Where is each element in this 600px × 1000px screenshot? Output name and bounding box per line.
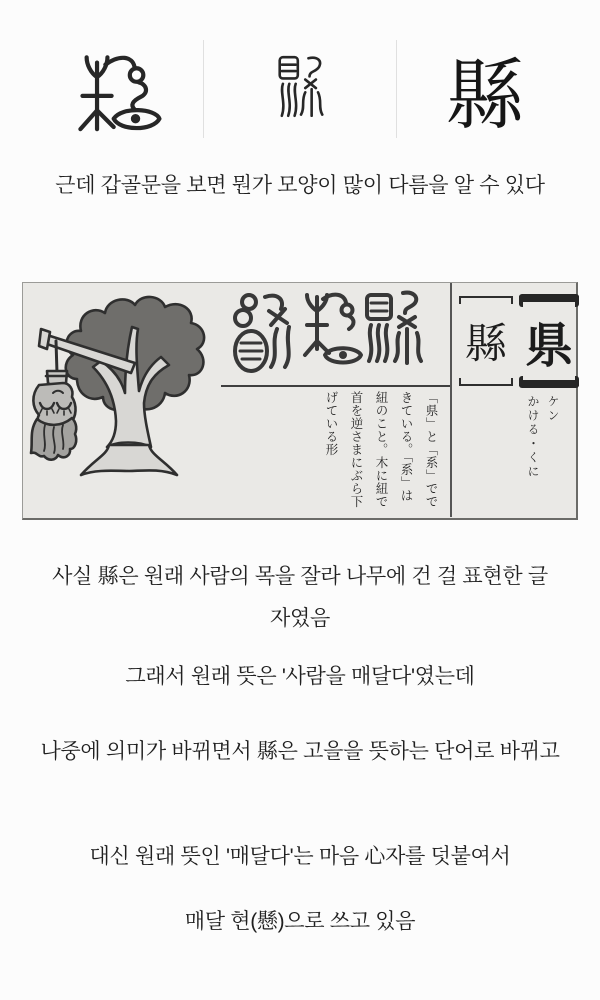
glyph-strip-divider (203, 40, 204, 138)
headword-modern: 県 (524, 319, 573, 373)
thin-bracket-top (459, 296, 513, 304)
paragraph: 대신 원래 뜻인 '매달다'는 마음 心자를 덧붙여서 (89, 845, 511, 868)
paragraph: 그래서 원래 뜻은 '사람을 매달다'였는데 (125, 665, 475, 688)
reading-block (517, 395, 563, 519)
oracle-bone-glyph-image (70, 52, 174, 148)
thick-bracket-bottom (519, 376, 579, 389)
paragraph: 사실 縣은 원래 사람의 목을 잘라 나무에 건 걸 표현한 글자였음 (52, 565, 548, 630)
modern-kanji-glyph: 縣 (445, 52, 524, 139)
ancient-glyph-forms-image (219, 289, 435, 389)
headword-traditional: 縣 (464, 322, 507, 368)
tree-base (81, 445, 177, 475)
glyph-strip-divider (396, 40, 397, 138)
hanging-rope (56, 341, 57, 373)
headword-modern-entry (519, 294, 579, 388)
reading-kun: かける・くに (526, 395, 540, 479)
caption-text: 근데 갑골문을 보면 뭔가 모양이 많이 다름을 알 수 있다 (55, 174, 545, 197)
thick-bracket-top (519, 294, 579, 307)
seal-script-glyph-image (276, 54, 326, 120)
headword-traditional-entry (459, 296, 513, 386)
paragraph: 매달 현(懸)으로 쓰고 있음 (184, 910, 416, 933)
thin-bracket-bottom (459, 378, 513, 386)
japanese-etymology-note: 「県」と「系」でできている。「系」は紐のこと。木に紐で首を逆さまにぶら下げている形 (324, 391, 438, 508)
reading-on: ケン (546, 395, 560, 423)
scan-vertical-divider (450, 283, 452, 517)
scan-horizontal-rule (221, 385, 450, 387)
paragraph: 나중에 의미가 바뀌면서 縣은 고을을 뜻하는 단어로 바뀌고 (40, 740, 560, 763)
dictionary-scan-image (22, 282, 578, 520)
branch-end-post (39, 329, 50, 349)
hanging-head-tree-illustration (23, 283, 218, 521)
